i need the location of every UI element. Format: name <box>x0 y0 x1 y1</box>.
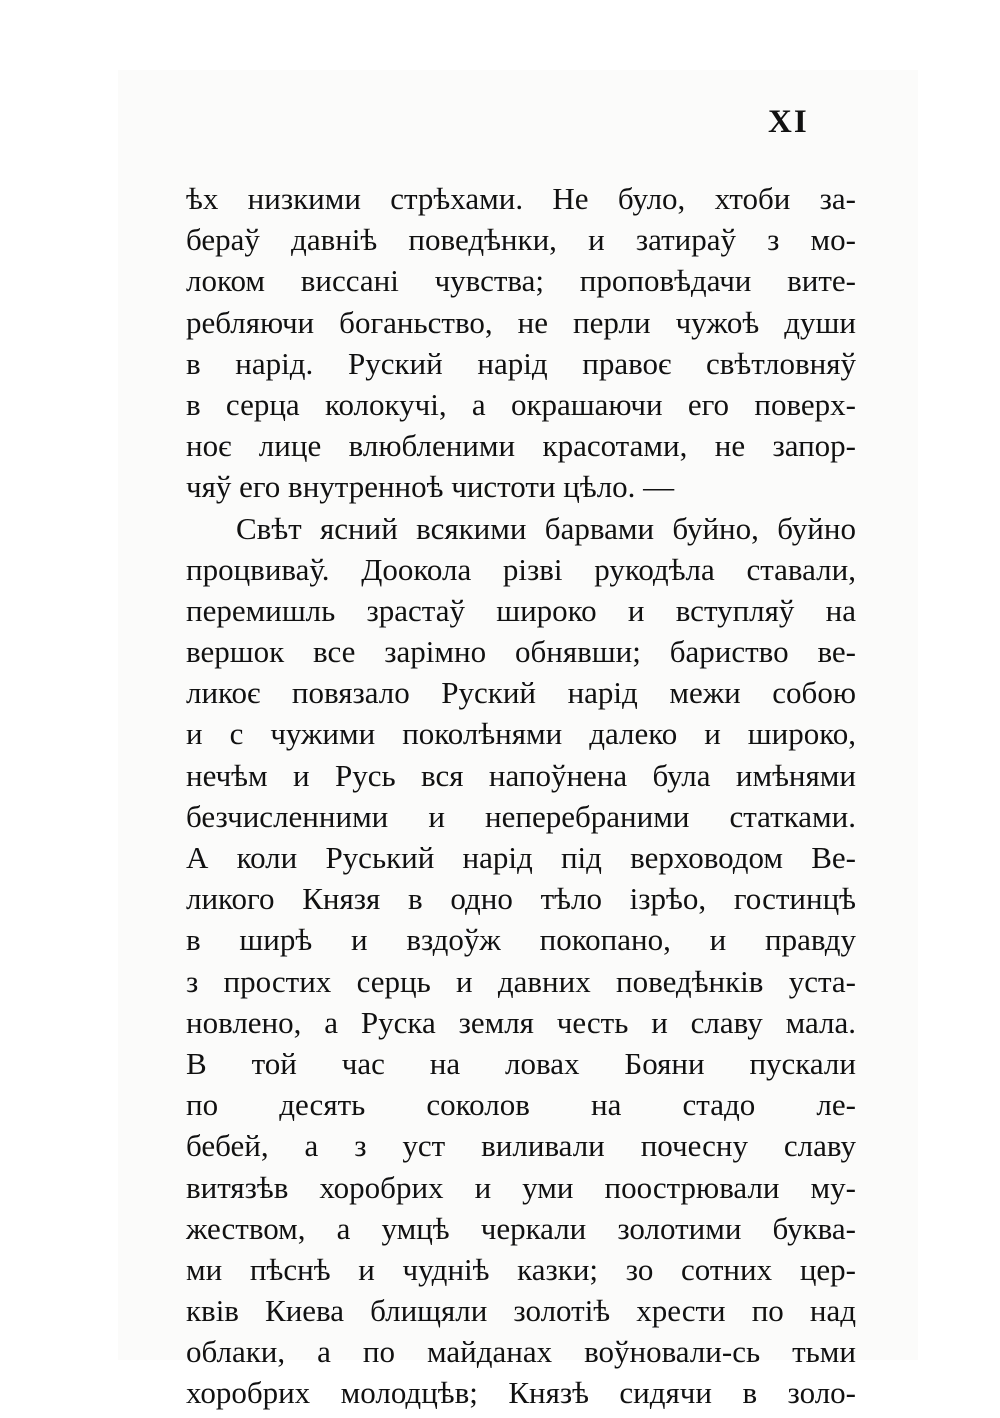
paragraph-first-line: Свѣт ясний всякими барвами буйно, буйно <box>236 510 856 546</box>
body-text <box>186 178 856 1414</box>
text-line: нечѣм и Русь вся напоўнена була имѣнями <box>186 757 856 793</box>
text-line: В той час на ловах Бояни пускали <box>186 1045 856 1081</box>
text-line: в нарід. Руский нарід правоє свѣтловняў <box>186 345 856 381</box>
text-line: жеством, а умцѣ черкали золотими буква- <box>186 1210 856 1246</box>
text-line: вершок все зарімно обнявши; бариство ве- <box>186 634 856 670</box>
text-line: ликоє повязало Руский нарід межи собою <box>186 675 856 711</box>
text-line: безчисленними и неперебраними статками. <box>186 798 856 834</box>
text-line: бераў давніѣ поведѣнки, и затираў з мо- <box>186 222 856 258</box>
text-line: ми пѣснѣ и чудніѣ казки; зо сотних цер- <box>186 1251 856 1287</box>
text-line: витязѣв хоробрих и уми поострювали му- <box>186 1169 856 1205</box>
text-line: облаки, а по майданах воўновали-сь тьми <box>186 1334 856 1370</box>
text-line: хоробрих молодцѣв; Князѣ сидячи в золо- <box>186 1375 856 1411</box>
text-line: в ширѣ и вздоўж покопано, и правду <box>186 922 856 958</box>
text-line: ѣх низкими стрѣхами. Не було, хтоби за- <box>186 181 856 216</box>
text-line: по десять соколов на стадо ле- <box>186 1087 856 1123</box>
text-line: ликого Князя в одно тѣло ізрѣо, гостинцѣ <box>186 881 856 917</box>
text-line: бебей, а з уст виливали почесну славу <box>186 1128 856 1164</box>
text-line: и с чужими поколѣнями далеко и широко, <box>186 716 856 752</box>
text-line: перемишль зрастаў широко и вступляў на <box>186 592 856 628</box>
text-line: новлено, а Руска земля честь и славу мала. <box>186 1004 856 1040</box>
text-line: ноє лице влюбленими красотами, не запор- <box>186 428 856 464</box>
text-line: ребляючи боганьство, не перли чужоѣ души <box>186 304 856 340</box>
text-line: з простих серць и давних поведѣнків уста- <box>186 963 856 999</box>
text-line: квів Киева блищяли золотіѣ хрести по над <box>186 1293 856 1329</box>
page-number: XI <box>768 104 809 140</box>
text-line: локом виссані чувства; проповѣдачи вите- <box>186 263 856 299</box>
text-line: А коли Руський нарід під верховодом Ве- <box>186 840 856 875</box>
text-line: в серца колокучі, а окрашаючи его поверх- <box>186 386 856 422</box>
text-line: процвиваў. Доокола різві рукодѣла ставали, <box>186 551 856 587</box>
paragraph-end-line: чяў его внутренноѣ чистоти цѣло. — <box>186 469 675 505</box>
